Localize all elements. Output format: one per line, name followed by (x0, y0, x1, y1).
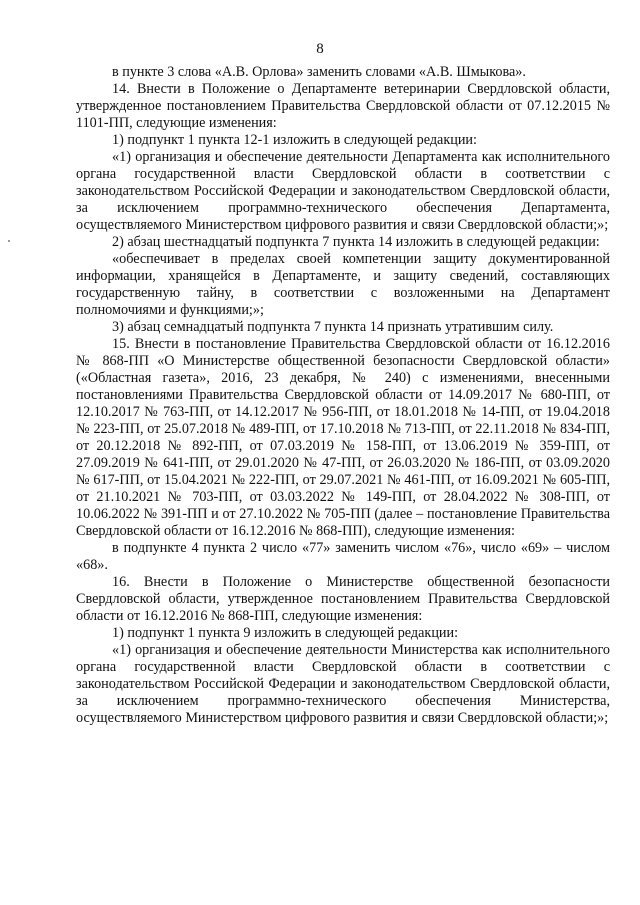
document-body (76, 64, 610, 727)
paragraph-item-14: 14. Внести в Положение о Департаменте ветеринарии Свердловской области, утвержденное постановлением Правительства Свердловской области от 07.12.2015 № 1101-ПП, следующие изменения: (76, 81, 610, 131)
margin-mark (8, 240, 10, 242)
paragraph-subitem-16-1: 1) подпункт 1 пункта 9 изложить в следующей редакции: (112, 625, 459, 641)
paragraph-subitem-14-2: 2) абзац шестнадцатый подпункта 7 пункта 14 изложить в следующей редакции: (112, 234, 600, 250)
paragraph-quote-14-2: «обеспечивает в пределах своей компетенции защиту документированной информации, хранящейся в Департаменте, и защиту сведений, составляющих государственную тайну, в соответствии с возложенными на Департамент полномочиями и функциями;»; (76, 251, 610, 318)
paragraph-item-15-change: в подпункте 4 пункта 2 число «77» заменить числом «76», число «69» – числом «68». (76, 540, 610, 573)
paragraph-quote-14-1: «1) организация и обеспечение деятельности Департамента как исполнительного органа государственной власти Свердловской области в соответствии с законодательством Российской Федерации и законодательством Свердловской области, за исключением программно-технического обеспечения Департамента, осуществляемого Министерством цифрового развития и связи Свердловской области;»; (76, 149, 610, 233)
paragraph-subitem-14-1: 1) подпункт 1 пункта 12-1 изложить в следующей редакции: (112, 132, 477, 148)
paragraph-item-15: 15. Внести в постановление Правительства Свердловской области от 16.12.2016 № 868-ПП «О Министерстве общественной безопасности Свердловской области» («Областная газета», 2016, 23 декабря, № 240) с изменениями, внесенными постановлениями Правительства Свердловской области от 14.09.2017 № 680-ПП, от 12.10.2017 № 763-ПП, от 14.12.2017 № 956-ПП, от 18.01.2018 № 14-ПП, от 19.04.2018 № 223-ПП, от 25.07.2018 № 489-ПП, от 17.10.2018 № 713-ПП, от 22.11.2018 № 834-ПП, от 20.12.2018 № 892-ПП, от 07.03.2019 № 158-ПП, от 13.06.2019 № 359-ПП, от 27.09.2019 № 641-ПП, от 29.01.2020 № 47-ПП, от 26.03.2020 № 186-ПП, от 03.09.2020 № 617-ПП, от 15.04.2021 № 222-ПП, от 29.07.2021 № 461-ПП, от 16.09.2021 № 605-ПП, от 21.10.2021 № 703-ПП, от 03.03.2022 № 149-ПП, от 28.04.2022 № 308-ПП, от 10.06.2022 № 391-ПП и от 27.10.2022 № 705-ПП (далее – постановление Правительства Свердловской области от 16.12.2016 № 868-ПП), следующие изменения: (76, 336, 610, 539)
page-number: 8 (316, 41, 324, 57)
paragraph-item-16: 16. Внести в Положение о Министерстве общественной безопасности Свердловской области, утвержденное постановлением Правительства Свердловской области от 16.12.2016 № 868-ПП, следующие изменения: (76, 574, 610, 624)
paragraph-continuation: в пункте 3 слова «А.В. Орлова» заменить словами «А.В. Шмыкова». (112, 64, 526, 80)
paragraph-subitem-14-3: 3) абзац семнадцатый подпункта 7 пункта 14 признать утратившим силу. (112, 319, 554, 335)
paragraph-quote-16-1: «1) организация и обеспечение деятельности Министерства как исполнительного органа государственной власти Свердловской области в соответствии с законодательством Российской Федерации и законодательством Свердловской области, за исключением программно-технического обеспечения Министерства, осуществляемого Министерством цифрового развития и связи Свердловской области;»; (76, 642, 610, 726)
